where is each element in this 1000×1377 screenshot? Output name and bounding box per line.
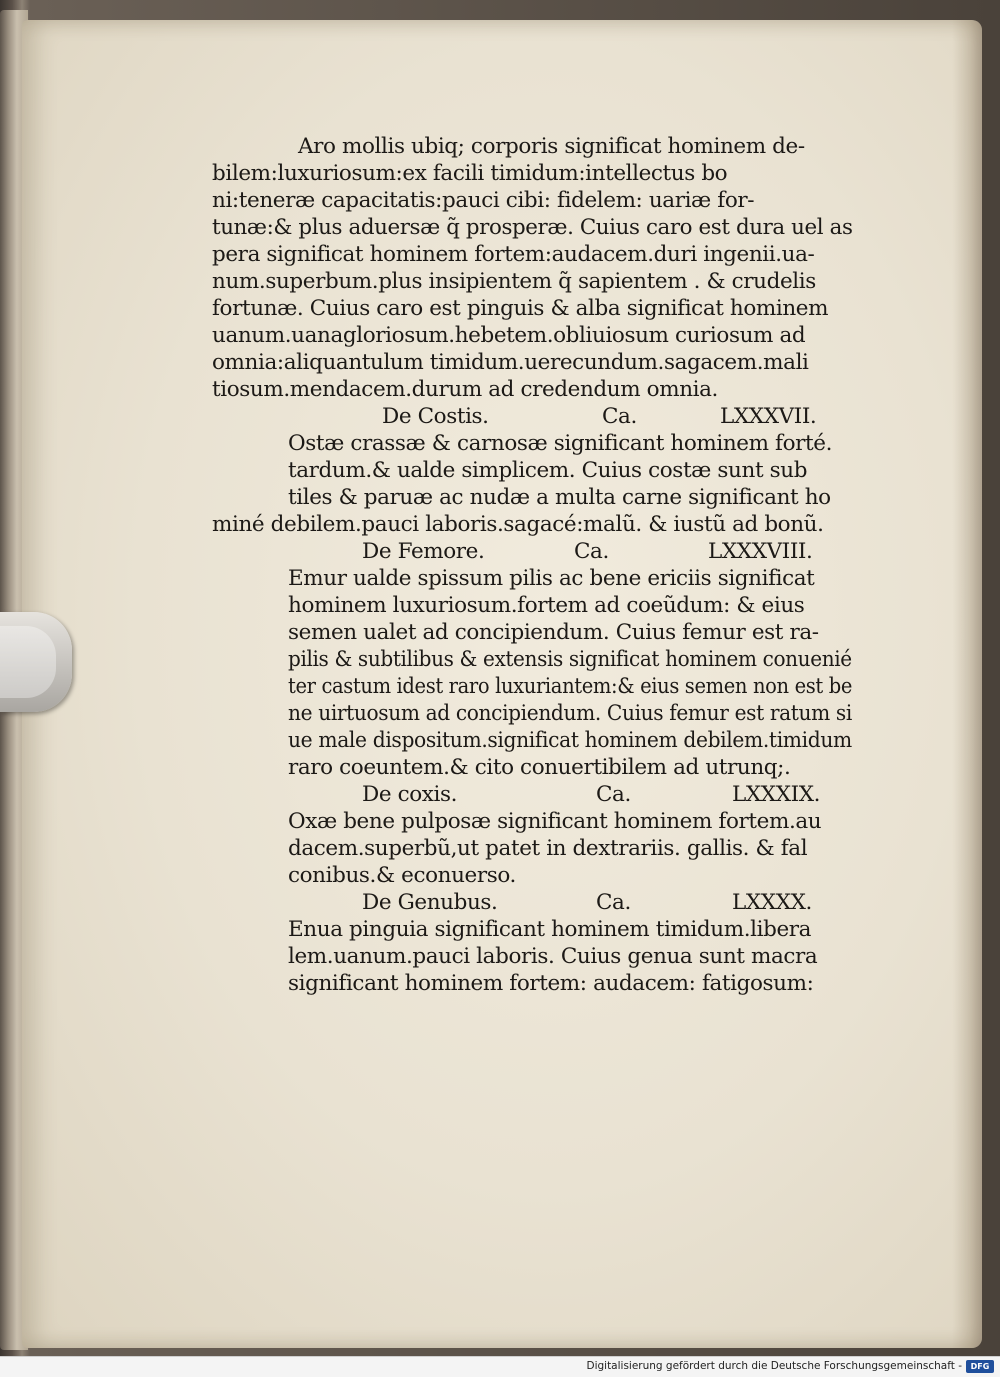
text-line: raro coeuntem.& cito conuertibilem ad utrunq;.	[288, 755, 791, 780]
text-line: ter castum idest raro luxuriantem:& eius semen non est be	[288, 674, 853, 699]
chapter-heading-title: De Costis.	[382, 404, 489, 429]
text-line: semen ualet ad concipiendum. Cuius femur est ra-	[288, 620, 819, 645]
chapter-heading-number: LXXXVII.	[720, 404, 817, 429]
text-line: Oxæ bene pulposæ significant hominem fortem.au	[288, 809, 822, 834]
chapter-heading-title: De coxis.	[362, 782, 458, 807]
text-line: ni:teneræ capacitatis:pauci cibi: fidelem: uariæ for-	[212, 188, 755, 213]
text-line: lem.uanum.pauci laboris. Cuius genua sunt macra	[288, 944, 818, 969]
text-line: Ostæ crassæ & carnosæ significant hominem forté.	[288, 431, 832, 456]
text-line: uanum.uanagloriosum.hebetem.obliuiosum curiosum ad	[212, 323, 806, 348]
chapter-heading-ca: Ca.	[574, 539, 609, 564]
chapter-heading-number: LXXXIX.	[732, 782, 821, 807]
chapter-heading-ca: Ca.	[602, 404, 637, 429]
text-line: hominem luxuriosum.fortem ad coeũdum: & eius	[288, 593, 805, 618]
text-line: conibus.& econuerso.	[288, 863, 516, 888]
text-line: tiles & paruæ ac nudæ a multa carne significant ho	[288, 485, 831, 510]
text-line: fortunæ. Cuius caro est pinguis & alba significat hominem	[212, 296, 829, 321]
text-line: Aro mollis ubiq; corporis significat hominem de-	[298, 134, 805, 159]
text-line: pera significat hominem fortem:audacem.duri ingenii.ua-	[212, 242, 815, 267]
text-line: ue male dispositum.significat hominem debilem.timidum	[288, 728, 852, 753]
text-line: tiosum.mendacem.durum ad credendum omnia.	[212, 377, 718, 402]
page-edge-shadow	[952, 20, 982, 1348]
text-line: tunæ:& plus aduersæ q̃ prosperæ. Cuius caro est dura uel as	[212, 215, 853, 240]
chapter-heading-title: De Femore.	[362, 539, 485, 564]
chapter-heading-number: LXXXX.	[732, 890, 812, 915]
footer-credit: Digitalisierung gefördert durch die Deutsche Forschungsgemeinschaft -	[586, 1360, 962, 1372]
text-line: omnia:aliquantulum timidum.uerecundum.sagacem.mali	[212, 350, 809, 375]
text-line: Enua pinguia significant hominem timidum.libera	[288, 917, 812, 942]
text-line: num.superbum.plus insipientem q̃ sapientem . & crudelis	[212, 269, 816, 294]
text-line: dacem.superbũ,ut patet in dextrariis. gallis. & fal	[288, 836, 808, 861]
chapter-heading-ca: Ca.	[596, 890, 631, 915]
chapter-heading-number: LXXXVIII.	[708, 539, 813, 564]
chapter-heading-ca: Ca.	[596, 782, 631, 807]
text-line: bilem:luxuriosum:ex facili timidum:intellectus bo	[212, 161, 728, 186]
text-line: significant hominem fortem: audacem: fatigosum:	[288, 971, 814, 996]
dfg-logo: DFG	[966, 1360, 994, 1373]
text-line: pilis & subtilibus & extensis significat hominem conuenié	[288, 647, 852, 672]
text-line: tardum.& ualde simplicem. Cuius costæ sunt sub	[288, 458, 808, 483]
text-line: miné debilem.pauci laboris.sagacé:malũ. & iustũ ad bonũ.	[212, 512, 824, 537]
text-line: ne uirtuosum ad concipiendum. Cuius femur est ratum si	[288, 701, 852, 726]
chapter-heading-title: De Genubus.	[362, 890, 498, 915]
page-clip	[0, 612, 72, 712]
text-line: Emur ualde spissum pilis ac bene ericiis significat	[288, 566, 815, 591]
footer-bar	[0, 1356, 1000, 1377]
